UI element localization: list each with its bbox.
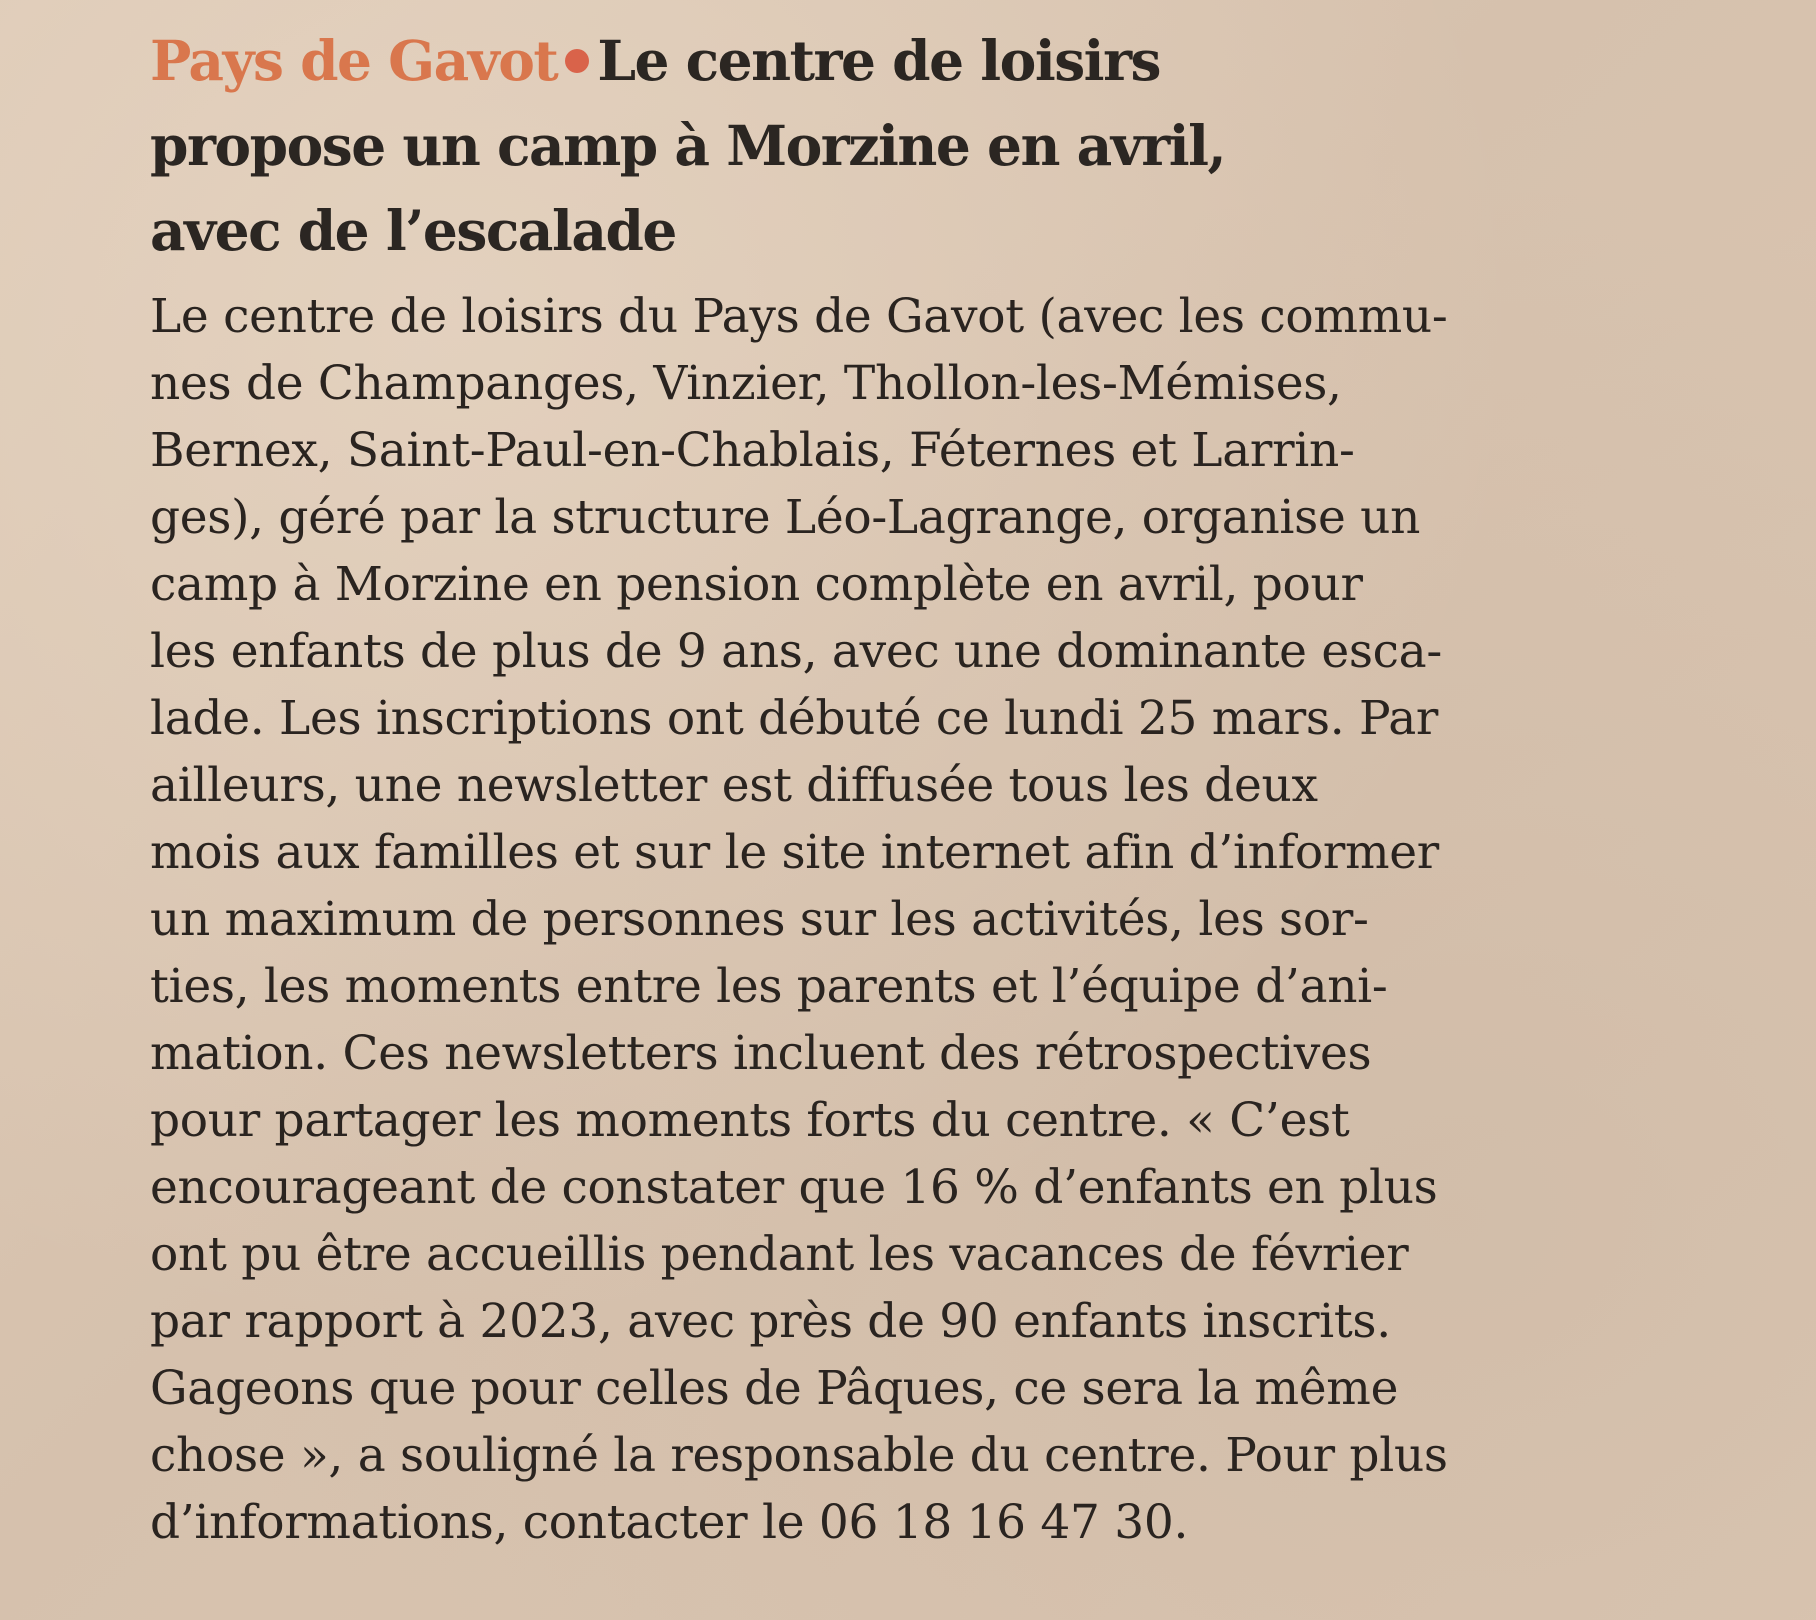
body-line: nes de Champanges, Vinzier, Thollon-les-Mémises, [150,356,1342,411]
headline-line-3: avec de l’escalade [150,198,676,263]
article-body [150,283,1750,1556]
body-line: Gageons que pour celles de Pâques, ce sera la même [150,1361,1399,1416]
headline-line-2: propose un camp à Morzine en avril, [150,113,1226,178]
body-line: ont pu être accueillis pendant les vacances de février [150,1227,1409,1282]
body-line: Le centre de loisirs du Pays de Gavot (avec les commu- [150,289,1448,344]
section-kicker: Pays de Gavot [150,28,558,93]
body-line: mois aux familles et sur le site internet afin d’informer [150,825,1439,880]
body-line: les enfants de plus de 9 ans, avec une dominante esca- [150,624,1442,679]
body-line: chose », a souligné la responsable du centre. Pour plus [150,1428,1448,1483]
body-line: ties, les moments entre les parents et l’équipe d’ani- [150,959,1388,1014]
body-line: Bernex, Saint-Paul-en-Chablais, Féternes et Larrin- [150,423,1355,478]
body-line: lade. Les inscriptions ont débuté ce lundi 25 mars. Par [150,691,1439,746]
body-line: un maximum de personnes sur les activités, les sor- [150,892,1369,947]
body-line: encourageant de constater que 16 % d’enfants en plus [150,1160,1438,1215]
bullet-dot-icon [565,49,589,73]
body-line: camp à Morzine en pension complète en avril, pour [150,557,1363,612]
body-line: mation. Ces newsletters incluent des rétrospectives [150,1026,1372,1081]
body-line: ailleurs, une newsletter est diffusée tous les deux [150,758,1318,813]
body-line: par rapport à 2023, avec près de 90 enfants inscrits. [150,1294,1391,1349]
headline-line-1: Le centre de loisirs [597,28,1161,93]
body-line: pour partager les moments forts du centre. « C’est [150,1093,1350,1148]
body-line: d’informations, contacter le 06 18 16 47 30. [150,1495,1189,1550]
body-line: ges), géré par la structure Léo-Lagrange, organise un [150,490,1421,545]
article-headline [150,18,1710,273]
